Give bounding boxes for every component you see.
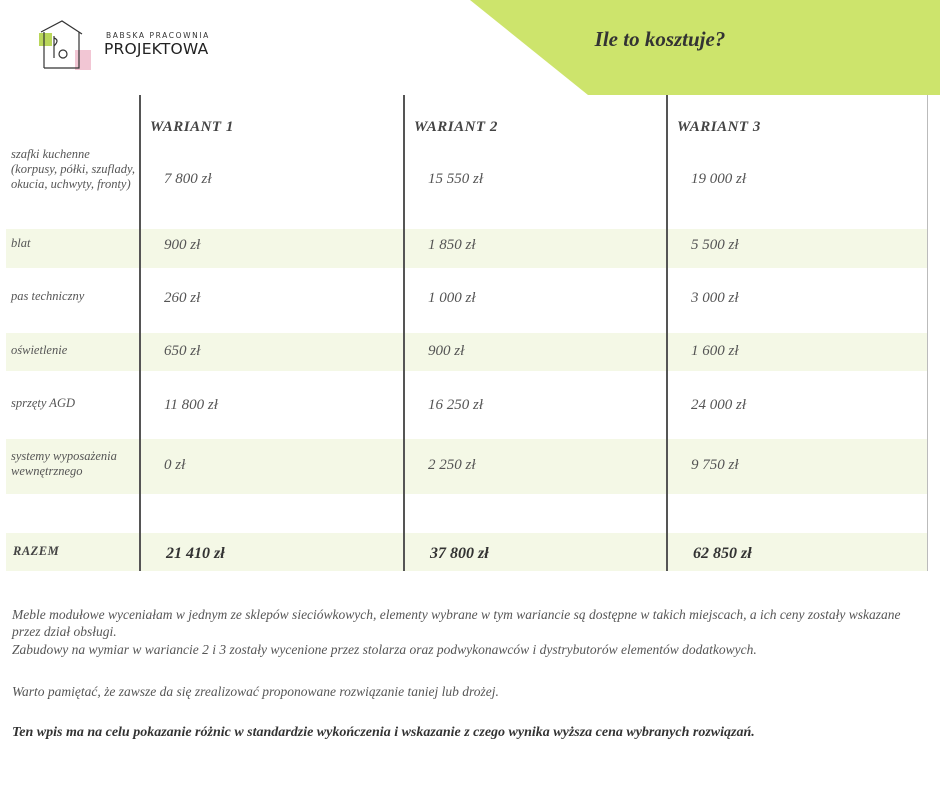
cell-oswietlenie-w2: 900 zł	[428, 343, 465, 359]
cell-oswietlenie-w1: 650 zł	[164, 343, 201, 359]
total-w2: 37 800 zł	[430, 545, 489, 562]
row-label-szafki: szafki kuchenne (korpusy, półki, szuflady, okucia, uchwyty, fronty)	[11, 147, 135, 191]
cell-blat-w1: 900 zł	[164, 237, 201, 253]
table-right-border	[927, 95, 928, 571]
column-header-1: WARIANT 1	[150, 119, 234, 135]
note-paragraph-2: Zabudowy na wymiar w wariancie 2 i 3 zostały wycenione przez stolarza oraz podwykonawców i dystrybutorów elementów dodatkowych.	[12, 642, 757, 657]
cell-pas-w1: 260 zł	[164, 290, 201, 306]
cell-systemy-w3: 9 750 zł	[691, 457, 739, 473]
row-label-agd: sprzęty AGD	[11, 396, 76, 410]
row-band-oswietlenie	[6, 333, 928, 371]
cell-agd-w1: 11 800 zł	[164, 397, 218, 413]
column-header-2: WARIANT 2	[414, 119, 498, 135]
column-divider	[403, 95, 405, 571]
column-divider	[666, 95, 668, 571]
row-label-blat: blat	[11, 236, 31, 250]
cell-systemy-w2: 2 250 zł	[428, 457, 476, 473]
column-divider	[139, 95, 141, 571]
total-w3: 62 850 zł	[693, 545, 752, 562]
cell-szafki-w3: 19 000 zł	[691, 171, 747, 187]
page-title: Ile to kosztuje?	[594, 27, 726, 51]
cell-pas-w2: 1 000 zł	[428, 290, 476, 306]
cell-blat-w2: 1 850 zł	[428, 237, 476, 253]
note-paragraph-4: Ten wpis ma na celu pokazanie różnic w standardzie wykończenia i wskazanie z czego wynika wyższa cena wybranych rozwiązań.	[12, 725, 755, 740]
cell-systemy-w1: 0 zł	[164, 457, 186, 473]
total-label: RAZEM	[13, 544, 60, 558]
note-paragraph-3: Warto pamiętać, że zawsze da się zrealizować proponowane rozwiązanie taniej lub drożej.	[12, 684, 499, 699]
total-w1: 21 410 zł	[166, 545, 225, 562]
note-paragraph-1: Meble modułowe wyceniałam w jednym ze sklepów sieciówkowych, elementy wybrane w tym wariancie są dostępne w takich miejscach, a ich ceny zostały wskazane przez dział obsługi.	[12, 607, 901, 639]
cell-szafki-w1: 7 800 zł	[164, 171, 212, 187]
row-label-oswietlenie: oświetlenie	[11, 343, 68, 357]
cell-pas-w3: 3 000 zł	[691, 290, 739, 306]
row-label-pas: pas techniczny	[11, 289, 85, 303]
cell-blat-w3: 5 500 zł	[691, 237, 739, 253]
cell-szafki-w2: 15 550 zł	[428, 171, 484, 187]
logo-text-small: BABSKA PRACOWNIA	[106, 31, 210, 40]
logo-text-big: PROJEKTOWA	[104, 40, 209, 58]
cell-oswietlenie-w3: 1 600 zł	[691, 343, 739, 359]
cell-agd-w3: 24 000 zł	[691, 397, 747, 413]
row-label-systemy: systemy wyposażenia wewnętrznego	[11, 449, 117, 478]
cell-agd-w2: 16 250 zł	[428, 397, 484, 413]
column-header-3: WARIANT 3	[677, 119, 761, 135]
